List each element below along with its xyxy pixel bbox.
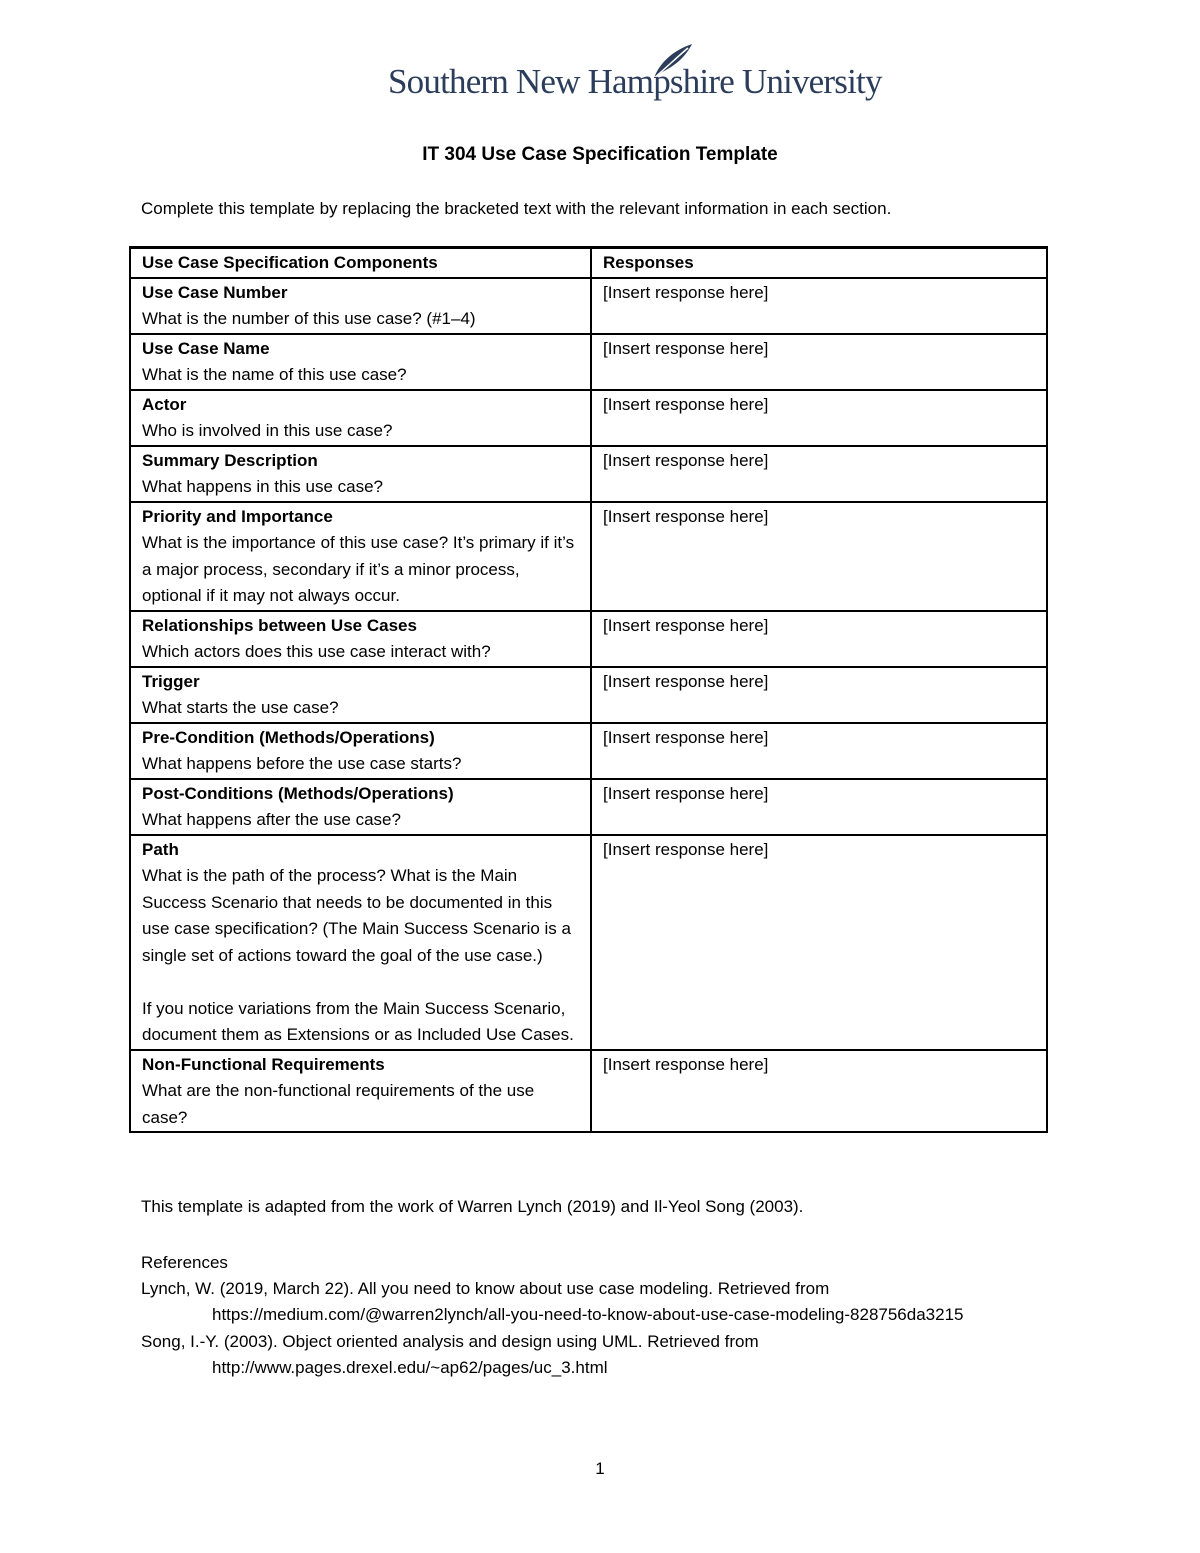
response-cell[interactable]: [Insert response here] [591,1050,1047,1133]
component-label: Summary Description [142,450,318,470]
response-cell[interactable]: [Insert response here] [591,278,1047,334]
component-cell [130,667,591,723]
university-logo [388,42,882,112]
response-cell[interactable]: [Insert response here] [591,446,1047,502]
component-label: Post-Conditions (Methods/Operations) [142,783,454,803]
table-row [130,502,1047,611]
component-label: Priority and Importance [142,506,333,526]
table-row [130,390,1047,446]
response-cell[interactable]: [Insert response here] [591,390,1047,446]
table-row [130,1050,1047,1133]
instructions-text: Complete this template by replacing the bracketed text with the relevant information in each section. [141,199,892,218]
component-label: Non-Functional Requirements [142,1054,385,1074]
response-cell[interactable]: [Insert response here] [591,667,1047,723]
component-cell [130,723,591,779]
component-label: Trigger [142,671,200,691]
references-section [141,1250,1041,1381]
component-question: What happens before the use case starts? [142,754,462,773]
reference-item [141,1329,1041,1381]
table-row [130,334,1047,390]
document-title: IT 304 Use Case Specification Template [422,144,778,165]
table-row [130,611,1047,667]
response-cell[interactable]: [Insert response here] [591,334,1047,390]
component-label: Use Case Name [142,338,270,358]
response-cell[interactable]: [Insert response here] [591,779,1047,835]
response-cell[interactable]: [Insert response here] [591,835,1047,1050]
table-row [130,779,1047,835]
component-cell [130,502,591,611]
references-heading: References [141,1253,228,1272]
component-question: What is the path of the process? What is the Main Success Scenario that needs to be documented in this use case specification? (The Main Success Scenario is a single set of actions toward the goal of the use case.) If you notice variations from the Main Success Scenario, document them as Extensions or as Included Use Cases. [142,866,574,1044]
reference-item [141,1276,1041,1328]
table-row [130,835,1047,1050]
component-label: Actor [142,394,187,414]
component-cell [130,611,591,667]
component-question: Which actors does this use case interact with? [142,642,491,661]
table-row [130,446,1047,502]
component-cell [130,779,591,835]
page-number: 1 [595,1459,605,1478]
component-question: What is the importance of this use case? It’s primary if it’s a major process, secondary if it’s a minor process, optional if it may not always occur. [142,533,575,605]
component-question: What starts the use case? [142,698,339,717]
table-row [130,723,1047,779]
component-question: What are the non-functional requirements of the use case? [142,1081,535,1127]
reference-citation: Song, I.-Y. (2003). Object oriented analysis and design using UML. Retrieved from [141,1331,759,1351]
reference-url[interactable]: http://www.pages.drexel.edu/~ap62/pages/uc_3.html [212,1357,608,1377]
component-cell [130,835,591,1050]
component-label: Path [142,839,179,859]
component-question: Who is involved in this use case? [142,421,393,440]
table-row [130,667,1047,723]
component-question: What happens in this use case? [142,477,383,496]
header-components: Use Case Specification Components [130,248,591,278]
component-cell [130,278,591,334]
logo-wordmark: Southern New Hampshire University [388,62,882,101]
component-question: What is the name of this use case? [142,365,407,384]
component-label: Use Case Number [142,282,288,302]
table-header-row [130,248,1047,278]
component-cell [130,390,591,446]
response-cell[interactable]: [Insert response here] [591,611,1047,667]
component-cell [130,334,591,390]
component-cell [130,446,591,502]
reference-citation: Lynch, W. (2019, March 22). All you need to know about use case modeling. Retrieved from [141,1279,830,1299]
component-question: What happens after the use case? [142,810,401,829]
header-responses: Responses [591,248,1047,278]
table-row [130,278,1047,334]
use-case-table [129,246,1048,1133]
component-label: Pre-Condition (Methods/Operations) [142,727,435,747]
response-cell[interactable]: [Insert response here] [591,502,1047,611]
component-label: Relationships between Use Cases [142,615,417,635]
response-cell[interactable]: [Insert response here] [591,723,1047,779]
adaptation-note: This template is adapted from the work of Warren Lynch (2019) and Il-Yeol Song (2003). [141,1197,804,1216]
component-question: What is the number of this use case? (#1–4) [142,309,476,328]
reference-url[interactable]: https://medium.com/@warren2lynch/all-you-need-to-know-about-use-case-modeling-828756da3215 [212,1305,964,1325]
component-cell [130,1050,591,1133]
